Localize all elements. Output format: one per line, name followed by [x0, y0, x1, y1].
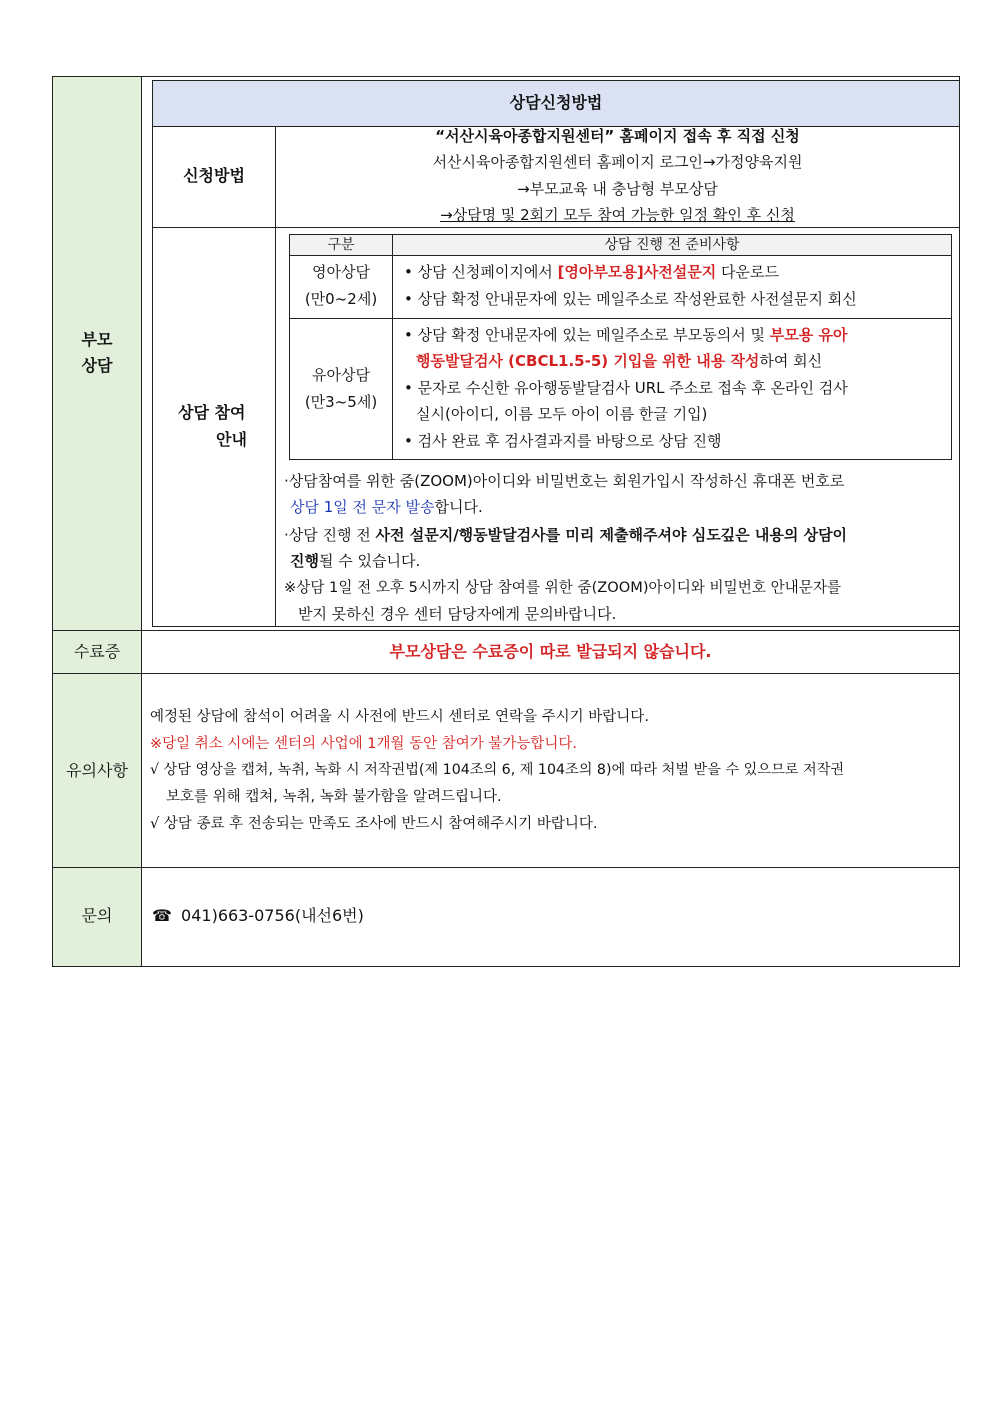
phone-icon: ☎: [152, 906, 172, 925]
apply-line2: 서산시육아종합지원센터 홈페이지 로그인→가정양육지원: [432, 153, 803, 171]
inquiry-phone-line: [152, 903, 364, 929]
infant-name: 영아상담: [312, 263, 370, 281]
note1-line2: 상담 1일 전 문자 발송합니다.: [290, 498, 483, 516]
prep-header-col1: 구분: [327, 237, 355, 253]
child-item1-line1: • 상담 확정 안내문자에 있는 메일주소로 부모동의서 및 부모용 유아: [404, 326, 848, 344]
certificate-label: 수료증: [73, 642, 121, 661]
apply-line1: “서산시육아종합지원센터” 홈페이지 접속 후 직접 신청: [435, 127, 800, 145]
notice-line3: √ 상담 영상을 캡쳐, 녹취, 녹화 시 저작권법(제 104조의 6, 제 104조의 8)에 따라 처벌 받을 수 있으므로 저작권: [150, 762, 845, 778]
notice-line2: ※당일 취소 시에는 센터의 사업에 1개월 동안 참여가 불가능합니다.: [150, 736, 578, 752]
apply-line4: →상담명 및 2회기 모두 참여 가능한 일정 확인 후 신청: [440, 206, 795, 224]
parent-label-line1: 부모: [81, 330, 113, 349]
header-title: 상담신청방법: [509, 93, 603, 112]
prep-header-col2: 상담 진행 전 준비사항: [604, 237, 740, 253]
prep-row-divider: [290, 318, 951, 319]
child-age: (만3~5세): [304, 393, 378, 411]
child-item2-line2: 실시(아이디, 이름 모두 아이 이름 한글 기입): [416, 405, 708, 423]
note2-line1: ·상담 진행 전 사전 설문지/행동발달검사를 미리 제출해주셔야 심도깊은 내용의 상담이: [284, 526, 848, 544]
apply-line3: →부모교육 내 충남형 부모상담: [517, 180, 718, 198]
infant-age: (만0~2세): [304, 290, 378, 308]
child-name: 유아상담: [312, 366, 370, 384]
participation-label-cell: [152, 227, 276, 627]
notice-line5: √ 상담 종료 후 전송되는 만족도 조사에 반드시 참여해주시기 바랍니다.: [150, 816, 598, 832]
note1-line1: ·상담참여를 위한 줌(ZOOM)아이디와 비밀번호는 회원가입시 작성하신 휴대폰 번호로: [284, 472, 845, 490]
note3-line2: 받지 못하신 경우 센터 담당자에게 문의바랍니다.: [298, 605, 617, 623]
infant-item2: • 상담 확정 안내문자에 있는 메일주소로 작성완료한 사전설문지 회신: [404, 290, 857, 308]
participation-label-line2: 안내: [216, 430, 247, 449]
certificate-text: 부모상담은 수료증이 따로 발급되지 않습니다.: [389, 642, 712, 661]
child-item1-line2: 행동발달검사 (CBCL1.5-5) 기입을 위한 내용 작성하여 회신: [416, 352, 823, 370]
note2-line2: 진행될 수 있습니다.: [290, 552, 421, 570]
notice-line4: 보호를 위해 캡쳐, 녹취, 녹화 불가함을 알려드립니다.: [166, 789, 502, 805]
participation-label-line1: 상담 참여: [178, 403, 246, 422]
note3-line1: ※상담 1일 전 오후 5시까지 상담 참여를 위한 줌(ZOOM)아이디와 비밀번호 안내문자를: [284, 579, 842, 596]
inquiry-label: 문의: [81, 906, 113, 925]
phone-number: 041)663-0756(내선6번): [181, 906, 364, 925]
infant-item1: • 상담 신청페이지에서 [영아부모용]사전설문지 다운로드: [404, 263, 779, 281]
notice-line1: 예정된 상담에 참석이 어려울 시 사전에 반드시 센터로 연락을 주시기 바랍니다.: [150, 709, 649, 725]
child-item3: • 검사 완료 후 검사결과지를 바탕으로 상담 진행: [404, 432, 722, 450]
parent-label-line2: 상담: [81, 356, 113, 375]
child-item2-line1: • 문자로 수신한 유아행동발달검사 URL 주소로 접속 후 온라인 검사: [404, 379, 848, 397]
prep-col-divider: [392, 235, 393, 459]
apply-label: 신청방법: [183, 166, 245, 185]
notice-label: 유의사항: [66, 761, 128, 780]
